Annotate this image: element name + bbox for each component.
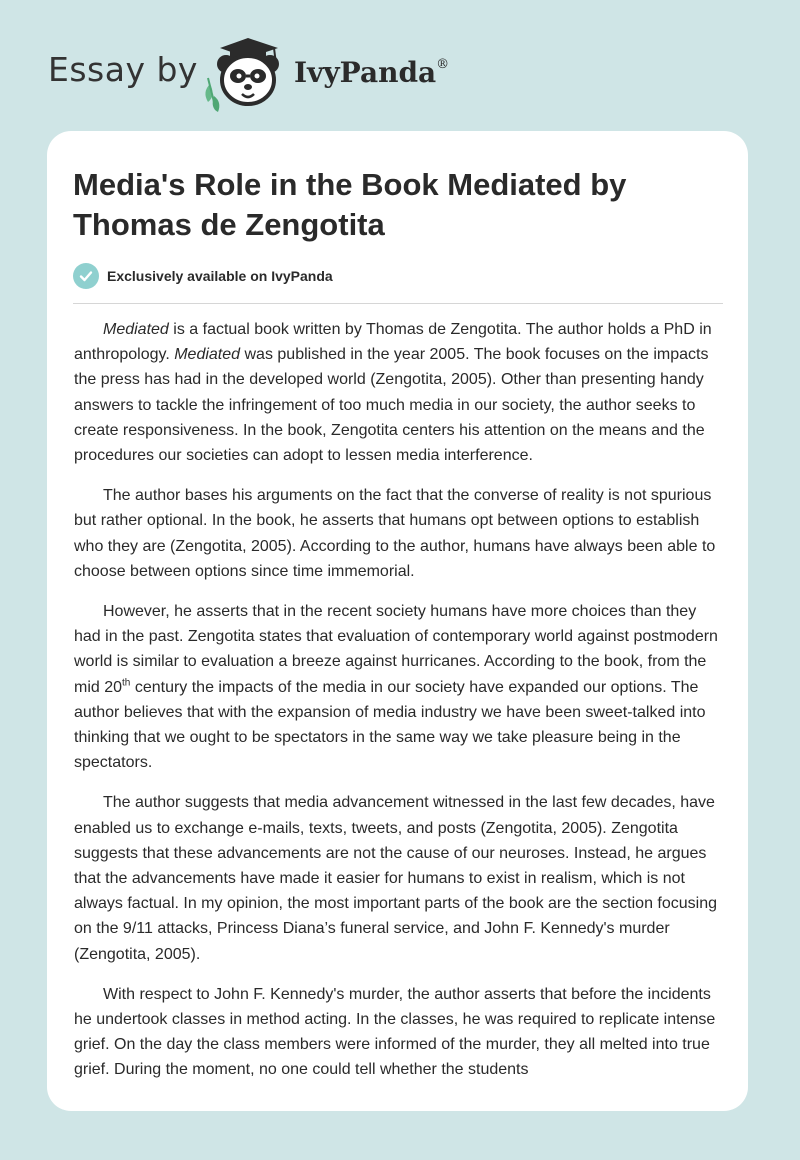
brand-name-text: IvyPanda: [294, 56, 437, 89]
exclusive-badge: [73, 262, 333, 290]
page-title: Media's Role in the Book Mediated by Thomas de Zengotita: [73, 167, 627, 242]
paragraph-text: is a factual book written by Thomas de Zengotita. The author holds a PhD in anthropology.: [74, 321, 712, 364]
panda-logo-icon[interactable]: [200, 34, 292, 112]
registered-mark: ®: [436, 57, 450, 72]
paragraph-2: The author bases his arguments on the fact that the converse of reality is not spurious but rather optional. In the book, he asserts that humans opt between options to establish who they are (Zengotita, 2005). According to the author, humans have always been able to choose between options since time immemorial.: [74, 487, 716, 580]
paragraph-3: [74, 599, 726, 775]
paragraph-1: [74, 317, 726, 468]
superscript: th: [122, 677, 131, 689]
exclusive-label: Exclusively available on IvyPanda: [107, 268, 333, 284]
site-header: [0, 0, 800, 130]
paragraph-5: With respect to John F. Kennedy's murder, the author asserts that before the incidents he undertook classes in method acting. In the classes, he was required to replicate intense grief. On the day the class members were informed of the murder, they all melted into true grief. During the moment, no one could tell whether the students: [74, 985, 716, 1079]
brand-prefix: Essay by: [48, 50, 198, 89]
book-title-italic: Mediated: [103, 321, 169, 338]
article-body: [74, 317, 726, 1098]
paragraph-4: The author suggests that media advancement witnessed in the last few decades, have enabled us to exchange e-mails, texts, tweets, and posts (Zengotita, 2005). Zengotita suggests that these advancements are not the cause of our neuroses. Instead, he argues that the advancements have made it easier for humans to exist in realism, which is not always factual. In my opinion, the most important parts of the book are the section focusing on the 9/11 attacks, Princess Diana’s funeral service, and John F. Kennedy's murder (Zengotita, 2005).: [74, 794, 718, 963]
essay-card: [47, 131, 748, 1111]
paragraph-text: was published in the year 2005. The book focuses on the impacts the press has had in the developed world (Zengotita, 2005). Other than presenting handy answers to tackle the infringement of too much media in our society, the author seeks to create responsiveness. In the book, Zengotita centers his attention on the means and the procedures our societies can adopt to lessen media interference.: [74, 346, 709, 465]
paragraph-text: century the impacts of the media in our society have expanded our options. The author believes that with the expansion of media industry we have been sweet-talked into thinking that we ought to be spectators in the same way we take pleasure being in the spectators.: [74, 678, 706, 772]
book-title-italic: Mediated: [174, 346, 241, 364]
brand-name[interactable]: [294, 56, 449, 89]
divider: [73, 303, 723, 304]
paragraph-text: However, he asserts that in the recent society humans have more choices than they had in the past. Zengotita states that evaluation of contemporary world against postmodern world is similar to evaluation a breeze against hurricanes. According to the book, from the mid 20: [74, 603, 718, 696]
checkmark-icon: [73, 263, 99, 289]
